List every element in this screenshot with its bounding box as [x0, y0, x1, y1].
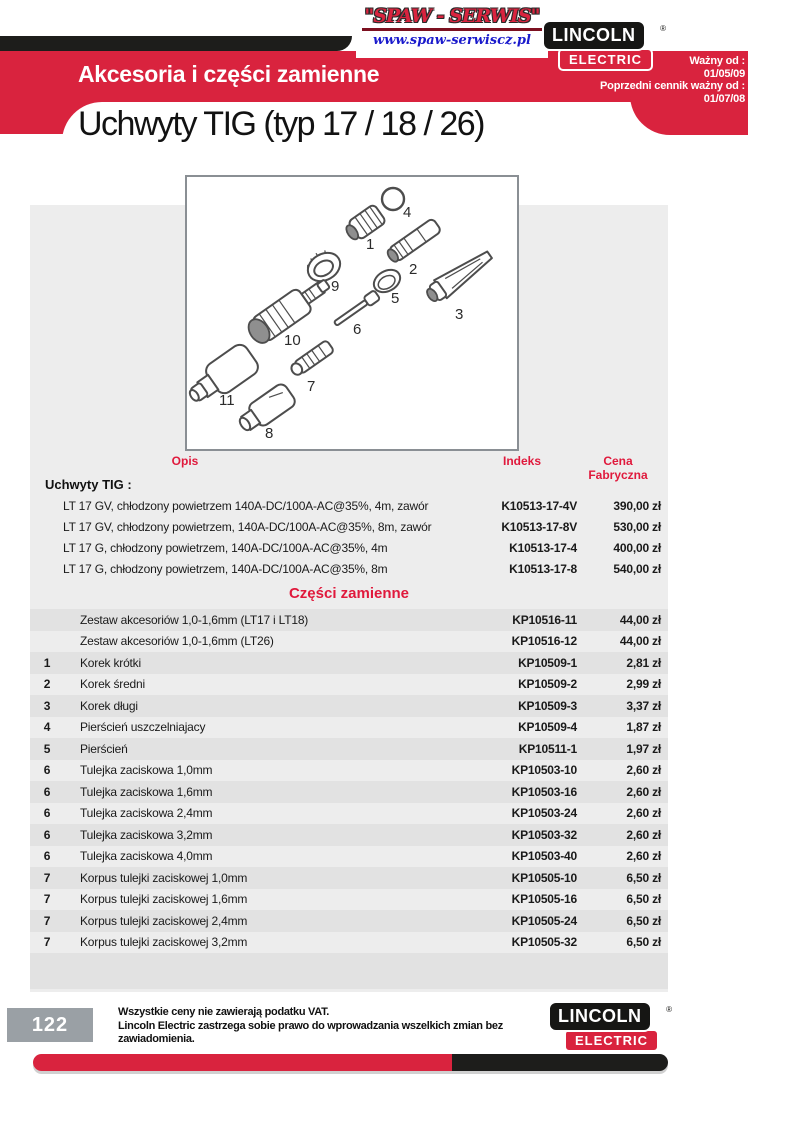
row-item-number: 4 — [43, 720, 51, 735]
row-item-number: 6 — [43, 784, 51, 799]
page-number: 122 — [7, 1008, 93, 1042]
diagram-label-11: 11 — [219, 392, 235, 409]
row-item-number: 5 — [43, 741, 51, 756]
row-description: Korpus tulejki zaciskowej 1,0mm — [80, 870, 248, 885]
diagram-label-4: 4 — [403, 204, 412, 221]
part-2-back-tube — [385, 218, 442, 264]
row-item-number: 7 — [43, 935, 51, 950]
row-item-number: 2 — [43, 677, 51, 692]
row-price: 6,50 zł — [626, 870, 661, 885]
row-price: 3,37 zł — [626, 698, 661, 713]
row-price: 6,50 zł — [626, 892, 661, 907]
diagram-label-8: 8 — [265, 425, 274, 442]
row-item-number: 6 — [43, 827, 51, 842]
registered-trademark-icon: ® — [666, 1005, 672, 1014]
spaw-serwis-url[interactable]: www.spaw-serwiscz.pl — [373, 33, 531, 48]
column-header-cena: Cena Fabryczna — [588, 454, 648, 482]
part-3-long-nozzle — [423, 246, 496, 306]
part-4-oring — [382, 188, 404, 210]
table-row — [30, 846, 668, 868]
table-row — [30, 537, 668, 558]
footer-notes — [118, 1006, 538, 1047]
row-description: Korek krótki — [80, 655, 141, 670]
table-row — [30, 516, 668, 537]
torch-section-title: Uchwyty TIG : — [45, 477, 132, 492]
spaw-serwis-logo — [356, 0, 548, 58]
table-row — [30, 558, 668, 579]
diagram-label-1: 1 — [366, 236, 375, 253]
torch-rows — [30, 495, 668, 579]
price-table — [30, 450, 668, 989]
row-index: KP10516-12 — [511, 634, 577, 649]
column-header-opis: Opis — [171, 454, 199, 468]
table-row — [30, 695, 668, 717]
row-description: Korpus tulejki zaciskowej 1,6mm — [80, 892, 248, 907]
row-index: KP10503-24 — [511, 806, 577, 821]
row-index: KP10503-40 — [511, 849, 577, 864]
row-index: KP10509-2 — [518, 677, 577, 692]
row-description: Tulejka zaciskowa 1,6mm — [80, 784, 213, 799]
row-price: 530,00 zł — [613, 519, 661, 534]
row-description: Zestaw akcesoriów 1,0-1,6mm (LT17 i LT18) — [80, 612, 309, 627]
row-index: KP10503-10 — [511, 763, 577, 778]
table-row — [30, 738, 668, 760]
row-index: KP10505-10 — [511, 870, 577, 885]
footer-note-line: Wszystkie ceny nie zawierają podatku VAT. — [118, 1006, 330, 1018]
row-price: 2,60 zł — [626, 806, 661, 821]
row-item-number: 6 — [43, 763, 51, 778]
table-row — [30, 495, 668, 516]
row-description: Pierścień — [80, 741, 128, 756]
row-price: 44,00 zł — [619, 634, 661, 649]
row-index: KP10509-3 — [518, 698, 577, 713]
diagram-label-7: 7 — [307, 378, 316, 395]
row-item-number: 6 — [43, 806, 51, 821]
row-index: K10513-17-8 — [509, 561, 577, 576]
spaw-serwis-logo-text: "SPAW - SERWIS" — [362, 3, 541, 31]
row-index: K10513-17-4 — [509, 540, 577, 555]
row-index: KP10505-24 — [511, 913, 577, 928]
table-row — [30, 867, 668, 889]
row-price: 2,60 zł — [626, 827, 661, 842]
row-item-number: 7 — [43, 913, 51, 928]
part-1-short-cap — [342, 204, 386, 244]
section-banner-title: Akcesoria i części zamienne — [78, 61, 380, 87]
table-row — [30, 781, 668, 803]
row-price: 2,60 zł — [626, 784, 661, 799]
row-price: 390,00 zł — [613, 498, 661, 513]
table-row — [30, 674, 668, 696]
row-item-number: 7 — [43, 892, 51, 907]
table-row — [30, 760, 668, 782]
diagram-label-9: 9 — [331, 278, 340, 295]
row-description: Tulejka zaciskowa 3,2mm — [80, 827, 213, 842]
row-price: 540,00 zł — [613, 561, 661, 576]
price-list-validity — [540, 55, 745, 105]
validity-line: Poprzedni cennik ważny od : — [600, 80, 745, 92]
validity-line: 01/05/09 — [703, 67, 745, 80]
lincoln-logo-wordmark: LINCOLN — [542, 20, 646, 51]
column-header-indeks: Indeks — [502, 454, 541, 468]
row-description: Korek średni — [80, 677, 145, 692]
parts-rows — [30, 609, 668, 953]
row-index: KP10509-4 — [518, 720, 577, 735]
table-row — [30, 652, 668, 674]
row-price: 1,97 zł — [626, 741, 661, 756]
row-description: Zestaw akcesoriów 1,0-1,6mm (LT26) — [80, 634, 274, 649]
validity-line: 01/07/08 — [703, 92, 745, 105]
top-black-bar — [0, 36, 352, 51]
row-price: 2,60 zł — [626, 763, 661, 778]
table-end-band — [30, 953, 668, 989]
row-index: KP10505-32 — [511, 935, 577, 950]
row-index: KP10503-16 — [511, 784, 577, 799]
row-index: KP10505-16 — [511, 892, 577, 907]
row-description: Korpus tulejki zaciskowej 2,4mm — [80, 913, 248, 928]
row-item-number: 7 — [43, 870, 51, 885]
row-price: 2,81 zł — [626, 655, 661, 670]
table-row — [30, 932, 668, 954]
row-index: K10513-17-4V — [501, 498, 577, 513]
row-item-number: 3 — [43, 698, 51, 713]
row-index: KP10509-1 — [518, 655, 577, 670]
table-row — [30, 910, 668, 932]
row-price: 1,87 zł — [626, 720, 661, 735]
diagram-label-5: 5 — [391, 290, 400, 307]
row-price: 2,99 zł — [626, 677, 661, 692]
page-title: Uchwyty TIG (typ 17 / 18 / 26) — [78, 105, 484, 143]
registered-trademark-icon: ® — [660, 24, 666, 33]
table-header-row — [30, 450, 668, 482]
row-description: LT 17 GV, chłodzony powietrzem 140A-DC/100A-AC@35%, 4m, zawór — [63, 498, 429, 513]
lincoln-electric-logo-footer — [548, 1001, 672, 1052]
row-description: Korek długi — [80, 698, 138, 713]
diagram-label-2: 2 — [409, 261, 418, 278]
row-price: 6,50 zł — [626, 935, 661, 950]
row-price: 6,50 zł — [626, 913, 661, 928]
row-description: LT 17 GV, chłodzony powietrzem, 140A-DC/100A-AC@35%, 8m, zawór — [63, 519, 432, 534]
row-index: KP10503-32 — [511, 827, 577, 842]
footer-red-black-bar — [33, 1054, 668, 1071]
validity-line: Ważny od : — [689, 55, 745, 67]
row-index: K10513-17-8V — [501, 519, 577, 534]
table-row — [30, 631, 668, 653]
table-row — [30, 609, 668, 631]
row-description: Tulejka zaciskowa 2,4mm — [80, 806, 213, 821]
diagram-label-6: 6 — [353, 321, 362, 338]
footer-note-line: Lincoln Electric zastrzega sobie prawo do wprowadzania wszelkich zmian bez zawiadomienia. — [118, 1019, 503, 1045]
table-row — [30, 889, 668, 911]
lincoln-logo-electric: ELECTRIC — [564, 1029, 659, 1052]
row-index: KP10511-1 — [518, 741, 577, 756]
row-description: LT 17 G, chłodzony powietrzem, 140A-DC/100A-AC@35%, 4m — [63, 540, 388, 555]
row-description: Tulejka zaciskowa 1,0mm — [80, 763, 213, 778]
row-item-number: 6 — [43, 849, 51, 864]
row-price: 400,00 zł — [613, 540, 661, 555]
row-index: KP10516-11 — [512, 612, 577, 627]
table-row — [30, 717, 668, 739]
tig-torch-exploded-diagram — [185, 175, 519, 451]
lincoln-logo-wordmark: LINCOLN — [548, 1001, 652, 1032]
row-price: 44,00 zł — [619, 612, 661, 627]
table-row — [30, 824, 668, 846]
row-item-number: 1 — [43, 655, 51, 670]
row-description: Pierścień uszczelniajacy — [80, 720, 206, 735]
diagram-drawing — [187, 177, 513, 445]
parts-section-heading: Części zamienne — [288, 585, 410, 602]
row-description: Korpus tulejki zaciskowej 3,2mm — [80, 935, 248, 950]
row-description: LT 17 G, chłodzony powietrzem, 140A-DC/100A-AC@35%, 8m — [63, 561, 388, 576]
lincoln-logo-electric: ELECTRIC — [558, 48, 653, 71]
table-row — [30, 803, 668, 825]
row-description: Tulejka zaciskowa 4,0mm — [80, 849, 213, 864]
diagram-label-10: 10 — [284, 332, 301, 349]
row-price: 2,60 zł — [626, 849, 661, 864]
diagram-label-3: 3 — [455, 306, 464, 323]
